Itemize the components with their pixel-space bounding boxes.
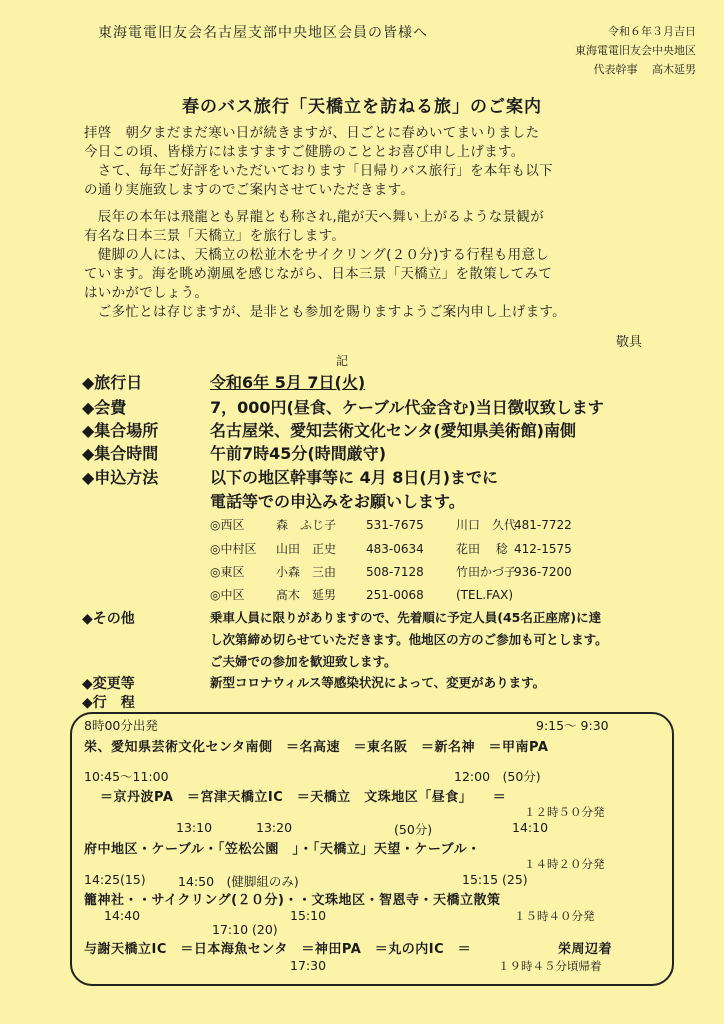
time-label: 13:10 (176, 820, 213, 835)
time-label: 14:50 (健脚組のみ) (178, 874, 299, 889)
sender-org: 東海電電旧友会中央地区 (575, 44, 696, 57)
body-line: さて、毎年ご好評をいただいております「日帰りバス旅行」を本年も以下 (84, 163, 553, 179)
time-label: ◆集合時間 (82, 444, 159, 463)
time-label: 12:00 (50分) (454, 769, 541, 784)
contact-tel: 483-0634 (366, 542, 424, 556)
body-line: 健脚の人には、天橋立の松並木をサイクリング(２０分)する行程も用意し (84, 247, 550, 263)
time-label: 14:25(15) (84, 872, 146, 887)
time-label: 13:20 (256, 820, 293, 835)
body-line: ています。海を眺め潮風を感じながら、日本三景「天橋立」を散策してみて (84, 266, 553, 282)
other-label: ◆その他 (82, 611, 135, 627)
contact-name: 川口 久代 (456, 518, 517, 532)
contact-note: (TEL.FAX) (456, 588, 514, 602)
contact-tel: 481-7722 (514, 518, 572, 532)
time-label: 9:15～ 9:30 (536, 718, 609, 733)
time-value: 午前7時45分(時間厳守) (210, 444, 387, 463)
contact-name: 森 ふじ子 (276, 518, 337, 532)
contact-district: ◎中村区 (210, 542, 257, 556)
route-line: 与謝天橋立IC ＝日本海魚センタ ＝神田PA ＝丸の内IC ＝ (84, 942, 472, 957)
body-line: ご多忙とは存じますが、是非とも参加を賜りますようご案内申し上げます。 (84, 304, 566, 320)
departure-time: １４時２０分発 (524, 857, 605, 871)
letter-date: 令和６年３月吉日 (608, 25, 696, 38)
other-line: し次第締め切らせていただきます。他地区の方のご参加も可とします。 (210, 632, 608, 647)
fee-label: ◆会費 (82, 398, 127, 417)
contact-tel: 531-7675 (366, 518, 424, 532)
arrival-place: 栄周辺着 (558, 942, 613, 957)
time-label: 14:10 (512, 820, 549, 835)
page-title: 春のバス旅行「天橋立を訪ねる旅」のご案内 (182, 97, 542, 117)
route-line: 栄、愛知県芸術文化センタ南側 ＝名高速 ＝東名阪 ＝新名神 ＝甲南PA (84, 740, 549, 755)
other-line: ご夫婦での参加を歓迎致します。 (210, 654, 397, 669)
time-label: 10:45～11:00 (84, 769, 169, 784)
change-label: ◆変更等 (82, 676, 135, 692)
contact-row (210, 540, 572, 557)
contact-tel: 508-7128 (366, 565, 424, 579)
date-value: 令和6年 5月 7日(火) (210, 373, 366, 392)
contact-name: 花田 稔 (456, 542, 508, 556)
body-line: はいかがでしょう。 (84, 285, 209, 301)
time-label: (50分) (394, 822, 433, 837)
time-label: 14:40 (104, 908, 141, 923)
contact-tel: 412-1575 (514, 542, 572, 556)
return-time: １９時４５分頃帰着 (498, 959, 602, 973)
departure-time: １２時５０分発 (524, 805, 605, 819)
apply-label: ◆申込方法 (82, 468, 159, 487)
body-line: 今日この頃、皆様方にはますますご健勝のこととお喜び申し上げます。 (84, 144, 525, 160)
date-label: ◆旅行日 (82, 373, 143, 392)
apply-value-1: 以下の地区幹事等に 4月 8日(月)までに (210, 468, 499, 487)
contact-name: 髙木 延男 (276, 588, 337, 602)
time-label: 17:30 (290, 958, 327, 973)
departure-time: １５時４０分発 (514, 909, 595, 923)
body-line: 辰年の本年は飛龍とも昇龍とも称され,龍が天へ舞い上がるような景観が (84, 209, 544, 225)
contact-tel: 936-7200 (514, 565, 572, 579)
letter-body (84, 124, 684, 322)
time-label: 15:15 (25) (462, 872, 528, 887)
apply-value-2: 電話等での申込みをお願いします。 (210, 492, 465, 511)
other-line: 乗車人員に限りがありますので、先着順に予定人員(45名正座席)に達 (210, 610, 602, 625)
body-line: 有名な日本三景「天橋立」を旅行します。 (84, 228, 346, 244)
contact-tel: 251-0068 (366, 588, 424, 602)
addressee: 東海電電旧友会名古屋支部中央地区会員の皆様へ (98, 25, 428, 41)
time-label: 8時00分出発 (84, 718, 158, 733)
sender-representative: 代表幹事 高木延男 (593, 63, 696, 76)
contact-district: ◎東区 (210, 565, 245, 579)
itinerary-label: ◆行 程 (82, 695, 135, 711)
ki-mark: 記 (336, 354, 349, 368)
closing: 敬具 (615, 335, 642, 350)
place-value: 名古屋栄、愛知芸術文化センタ(愛知県美術館)南側 (210, 421, 576, 440)
time-label: 15:10 (290, 908, 327, 923)
contact-row (210, 586, 513, 603)
body-line: 拝啓 朝夕まだまだ寒い日が続きますが、日ごとに春めいてまいりました (84, 125, 540, 141)
route-line: 府中地区・ケーブル・「笠松公園 」・「天橋立」天望・ケーブル・ (84, 842, 481, 857)
route-line: ＝京丹波PA ＝宮津天橋立IC ＝天橋立 文珠地区「昼食」 ＝ (100, 790, 507, 805)
place-label: ◆集合場所 (82, 421, 159, 440)
contact-district: ◎西区 (210, 518, 245, 532)
contact-name: 山田 正史 (276, 542, 337, 556)
route-line: 籠神社・・サイクリング(２０分)・・文珠地区・智恩寺・天橋立散策 (84, 893, 501, 908)
contact-district: ◎中区 (210, 588, 245, 602)
time-label: 17:10 (20) (212, 922, 278, 937)
contact-name: 小森 三由 (276, 565, 337, 579)
body-line: の通り実施致しますのでご案内させていただきます。 (84, 182, 415, 198)
contact-name: 竹田かづ子 (456, 565, 517, 579)
contact-row (210, 516, 572, 533)
change-value: 新型コロナウィルス等感染状況によって、変更があります。 (210, 675, 546, 690)
sender-block (575, 22, 696, 79)
contact-row (210, 563, 572, 580)
fee-value: 7，000円(昼食、ケーブル代金含む)当日徴収致します (210, 398, 604, 417)
